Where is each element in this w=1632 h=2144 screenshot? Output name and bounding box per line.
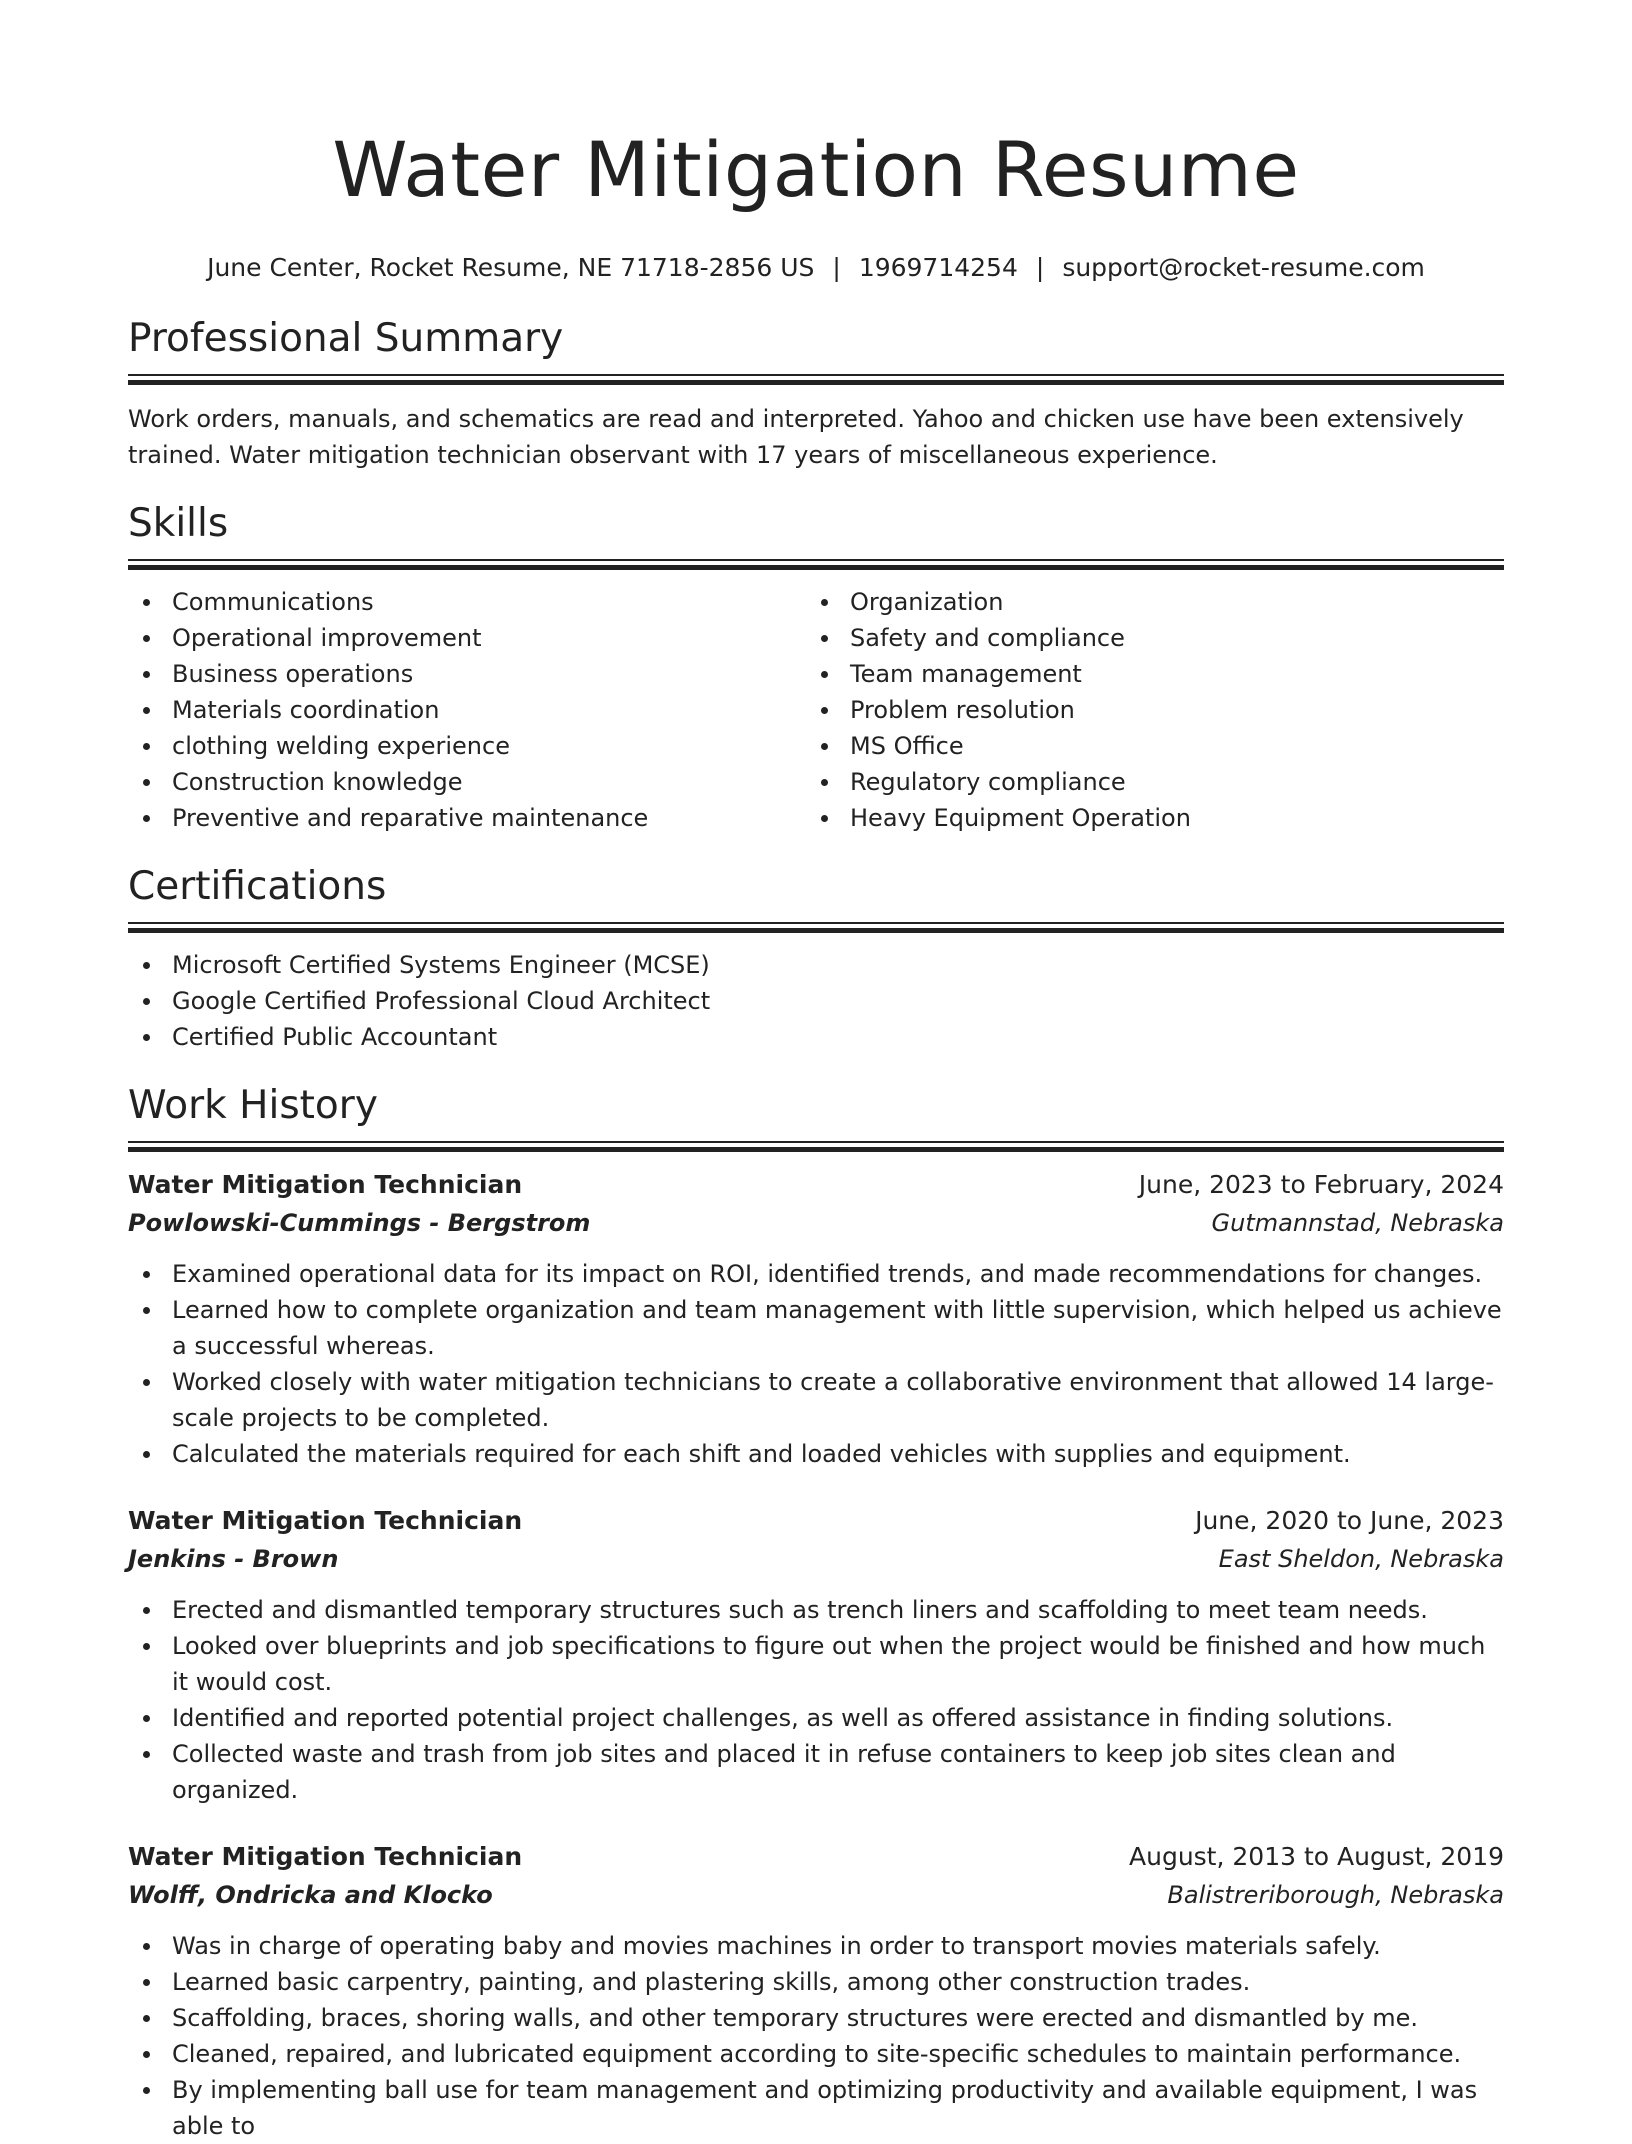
skills-list-left bbox=[128, 584, 806, 836]
job-bullets bbox=[128, 1256, 1504, 1472]
section-divider bbox=[128, 922, 1504, 933]
list-item: Problem resolution bbox=[806, 692, 1484, 728]
skills-grid bbox=[128, 570, 1504, 836]
job-bullets bbox=[128, 1592, 1504, 1808]
section-divider bbox=[128, 1141, 1504, 1152]
skills-list-right bbox=[806, 584, 1484, 836]
list-item: Communications bbox=[128, 584, 806, 620]
list-item: Organization bbox=[806, 584, 1484, 620]
job-company-row bbox=[128, 1540, 1504, 1578]
list-item: Looked over blueprints and job specifications to figure out when the project would be finished and how much it would cost. bbox=[128, 1628, 1504, 1700]
job-entry bbox=[128, 1838, 1504, 2144]
list-item: Certified Public Accountant bbox=[128, 1019, 1504, 1055]
list-item: By implementing ball use for team management and optimizing productivity and available equipment, I was able to bbox=[128, 2072, 1504, 2144]
list-item: Erected and dismantled temporary structures such as trench liners and scaffolding to meet team needs. bbox=[128, 1592, 1504, 1628]
resume-title: Water Mitigation Resume bbox=[332, 125, 1300, 214]
job-dates: June, 2020 to June, 2023 bbox=[1195, 1506, 1504, 1535]
list-item: Examined operational data for its impact on ROI, identified trends, and made recommendations for changes. bbox=[128, 1256, 1504, 1292]
section-divider bbox=[128, 374, 1504, 385]
list-item: Preventive and reparative maintenance bbox=[128, 800, 806, 836]
job-company-row bbox=[128, 1204, 1504, 1242]
list-item: Google Certified Professional Cloud Architect bbox=[128, 983, 1504, 1019]
work-section bbox=[128, 1081, 1504, 2144]
job-dates: June, 2023 to February, 2024 bbox=[1138, 1170, 1504, 1199]
list-item: Construction knowledge bbox=[128, 764, 806, 800]
list-item: Learned basic carpentry, painting, and plastering skills, among other construction trades. bbox=[128, 1964, 1504, 2000]
list-item: Scaffolding, braces, shoring walls, and other temporary structures were erected and dismantled by me. bbox=[128, 2000, 1504, 2036]
job-header-row bbox=[128, 1838, 1504, 1876]
contact-address: June Center, Rocket Resume, NE 71718-2856 US bbox=[207, 253, 815, 282]
job-company: Wolff, Ondricka and Klocko bbox=[128, 1881, 493, 1909]
certifications-heading: Certifications bbox=[128, 864, 387, 909]
list-item: Regulatory compliance bbox=[806, 764, 1484, 800]
skills-heading: Skills bbox=[128, 501, 229, 546]
job-company: Powlowski-Cummings - Bergstrom bbox=[128, 1209, 591, 1237]
job-location: Gutmannstad, Nebraska bbox=[1211, 1209, 1504, 1237]
work-heading: Work History bbox=[128, 1083, 378, 1128]
list-item: Materials coordination bbox=[128, 692, 806, 728]
contact-separator: | bbox=[1035, 253, 1045, 282]
job-company-row bbox=[128, 1876, 1504, 1914]
job-entry bbox=[128, 1502, 1504, 1808]
summary-text: Work orders, manuals, and schematics are read and interpreted. Yahoo and chicken use have been extensively trained. Water mitigation technician observant with 17 years of miscellaneous experience. bbox=[128, 405, 1464, 469]
resume-content bbox=[128, 0, 1504, 2144]
certifications-list bbox=[128, 947, 1504, 1055]
list-item: Was in charge of operating baby and movies machines in order to transport movies materials safely. bbox=[128, 1928, 1504, 1964]
contact-line bbox=[128, 252, 1504, 284]
list-item: Calculated the materials required for each shift and loaded vehicles with supplies and equipment. bbox=[128, 1436, 1504, 1472]
section-divider bbox=[128, 559, 1504, 570]
list-item: Worked closely with water mitigation technicians to create a collaborative environment that allowed 14 large-scale projects to be completed. bbox=[128, 1364, 1504, 1436]
skills-section bbox=[128, 499, 1504, 836]
list-item: Business operations bbox=[128, 656, 806, 692]
contact-phone: 1969714254 bbox=[858, 253, 1018, 282]
certifications-section bbox=[128, 862, 1504, 1055]
contact-email[interactable]: support@rocket-resume.com bbox=[1062, 253, 1425, 282]
jobs-container bbox=[128, 1166, 1504, 2144]
list-item: Microsoft Certified Systems Engineer (MCSE) bbox=[128, 947, 1504, 983]
contact-separator: | bbox=[832, 253, 841, 282]
list-item: Collected waste and trash from job sites and placed it in refuse containers to keep job sites clean and organized. bbox=[128, 1736, 1504, 1808]
list-item: clothing welding experience bbox=[128, 728, 806, 764]
job-location: East Sheldon, Nebraska bbox=[1218, 1545, 1504, 1573]
job-entry bbox=[128, 1166, 1504, 1472]
job-header-row bbox=[128, 1166, 1504, 1204]
list-item: Operational improvement bbox=[128, 620, 806, 656]
job-title: Water Mitigation Technician bbox=[128, 1842, 523, 1871]
list-item: Identified and reported potential project challenges, as well as offered assistance in finding solutions. bbox=[128, 1700, 1504, 1736]
job-title: Water Mitigation Technician bbox=[128, 1170, 523, 1199]
job-header-row bbox=[128, 1502, 1504, 1540]
list-item: Cleaned, repaired, and lubricated equipment according to site-specific schedules to maintain performance. bbox=[128, 2036, 1504, 2072]
list-item: Safety and compliance bbox=[806, 620, 1484, 656]
job-title: Water Mitigation Technician bbox=[128, 1506, 523, 1535]
summary-section bbox=[128, 314, 1504, 473]
job-dates: August, 2013 to August, 2019 bbox=[1129, 1842, 1504, 1871]
list-item: Learned how to complete organization and team management with little supervision, which helped us achieve a successful whereas. bbox=[128, 1292, 1504, 1364]
summary-heading: Professional Summary bbox=[128, 316, 564, 361]
list-item: Heavy Equipment Operation bbox=[806, 800, 1484, 836]
list-item: MS Office bbox=[806, 728, 1484, 764]
list-item: Team management bbox=[806, 656, 1484, 692]
job-location: Balistreriborough, Nebraska bbox=[1167, 1881, 1504, 1909]
job-company: Jenkins - Brown bbox=[128, 1545, 339, 1573]
